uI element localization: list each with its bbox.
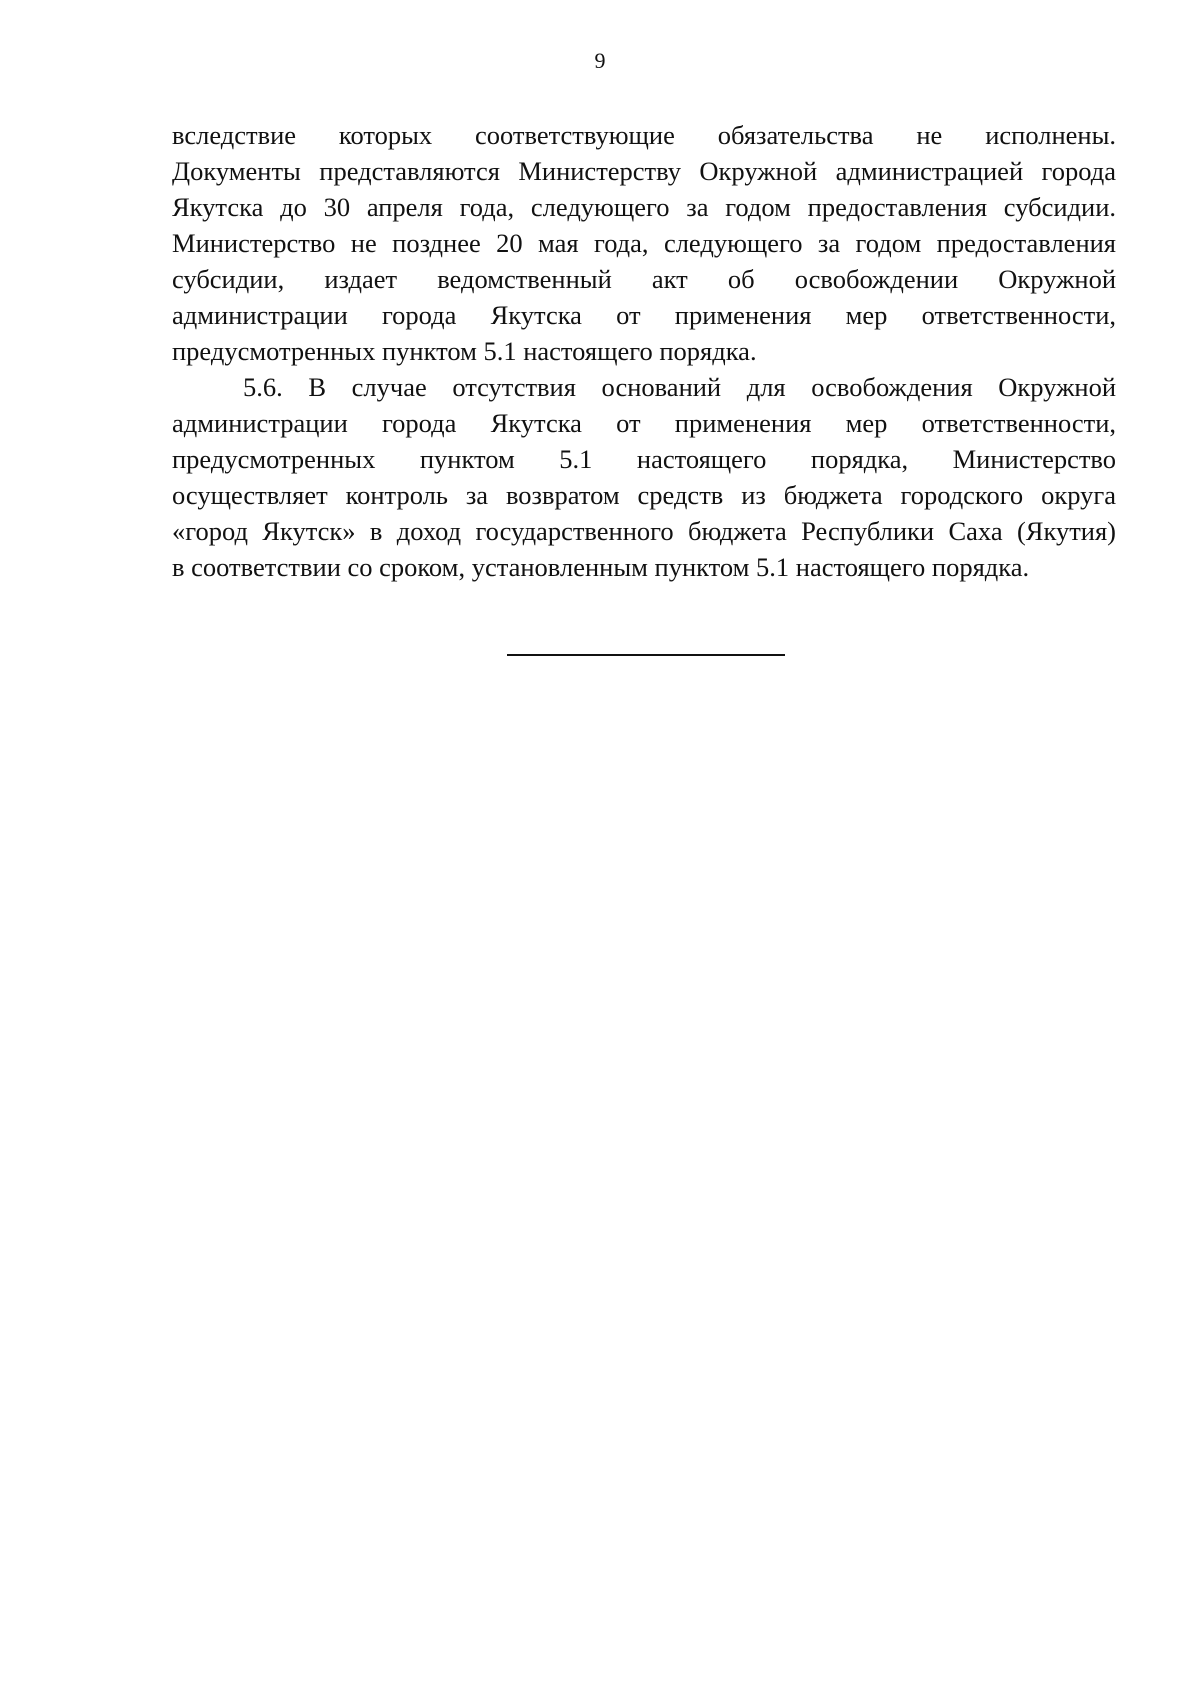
- text-line: осуществляет контроль за возвратом средств из бюджета городского округа: [172, 480, 1116, 510]
- document-body: [172, 117, 1116, 585]
- end-separator-line: [507, 654, 785, 656]
- text-line: предусмотренных пунктом 5.1 настоящего порядка.: [172, 336, 757, 366]
- text-line: 5.6. В случае отсутствия оснований для освобождения Окружной: [243, 372, 1116, 402]
- text-line: администрации города Якутска от применения мер ответственности,: [172, 300, 1116, 330]
- text-line: вследствие которых соответствующие обязательства не исполнены.: [172, 120, 1116, 150]
- text-line: администрации города Якутска от применения мер ответственности,: [172, 408, 1116, 438]
- paragraph-continuation: [172, 117, 1116, 369]
- text-line: Министерство не позднее 20 мая года, следующего за годом предоставления: [172, 228, 1116, 258]
- text-line: «город Якутск» в доход государственного бюджета Республики Саха (Якутия): [172, 516, 1116, 546]
- paragraph-5-6: [172, 369, 1116, 585]
- page-number: 9: [594, 48, 606, 73]
- text-line: Якутска до 30 апреля года, следующего за годом предоставления субсидии.: [172, 192, 1116, 222]
- text-line: субсидии, издает ведомственный акт об освобождении Окружной: [172, 264, 1116, 294]
- text-line: предусмотренных пунктом 5.1 настоящего порядка, Министерство: [172, 444, 1116, 474]
- text-line: в соответствии со сроком, установленным пунктом 5.1 настоящего порядка.: [172, 552, 1030, 582]
- text-line: Документы представляются Министерству Окружной администрацией города: [172, 156, 1116, 186]
